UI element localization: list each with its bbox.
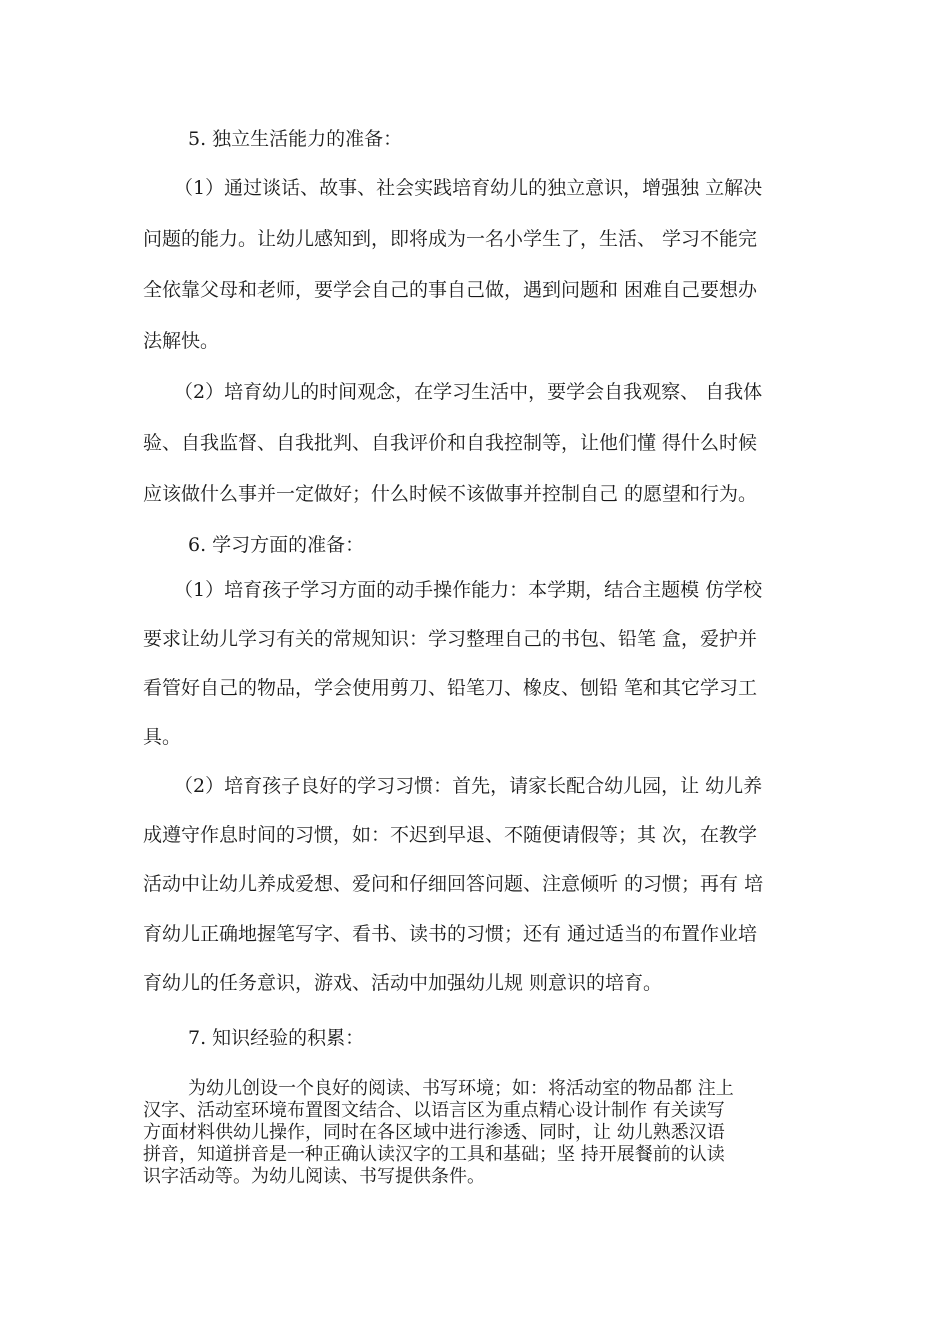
section-7-paragraph-line-1: 为幼儿创设一个良好的阅读、书写环境；如：将活动室的物品都 注上 [188,1078,734,1099]
section-7-paragraph-line-2: 汉字、活动室环境布置图文结合、以语言区为重点精心设计制作 有关读写 [143,1100,725,1121]
section-5-item-2-line-2: 验、自我监督、自我批判、自我评价和自我控制等，让他们懂 得什么时候 [143,432,758,454]
section-6-item-2-line-3: 活动中让幼儿养成爱想、爱问和仔细回答问题、注意倾听 的习惯；再有 培 [143,873,764,895]
section-5-item-2-line-1: （2）培育幼儿的时间观念，在学习生活中，要学会自我观察、 自我体 [174,381,763,403]
section-7-paragraph-line-3: 方面材料供幼儿操作，同时在各区域中进行渗透、同时，让 幼儿熟悉汉语 [143,1122,725,1143]
section-5-heading: 5. 独立生活能力的准备： [188,128,403,150]
section-6-item-1-line-1: （1）培育孩子学习方面的动手操作能力：本学期，结合主题模 仿学校 [174,579,763,601]
section-5-item-2-line-3: 应该做什么事并一定做好；什么时候不该做事并控制自己 的愿望和行为。 [143,483,758,505]
section-6-item-2-line-5: 育幼儿的任务意识，游戏、活动中加强幼儿规 则意识的培育。 [143,972,663,994]
section-6-item-1-line-2: 要求让幼儿学习有关的常规知识：学习整理自己的书包、铅笔 盒，爱护并 [143,628,758,650]
section-6-item-2-line-1: （2）培育孩子良好的学习习惯：首先，请家长配合幼儿园，让 幼儿养 [174,775,763,797]
section-7-heading: 7. 知识经验的积累： [188,1027,365,1049]
section-6-heading: 6. 学习方面的准备： [188,534,365,556]
section-7-paragraph-line-4: 拼音，知道拼音是一种正确认读汉字的工具和基础；坚 持开展餐前的认读 [143,1144,725,1165]
section-7-paragraph-line-5: 识字活动等。为幼儿阅读、书写提供条件。 [143,1166,485,1187]
section-6-item-2-line-2: 成遵守作息时间的习惯，如：不迟到早退、不随便请假等；其 次，在教学 [143,824,758,846]
section-5-item-1-line-4: 法解快。 [143,330,220,352]
section-5-item-1-line-2: 问题的能力。让幼儿感知到，即将成为一名小学生了，生活、 学习不能完 [143,228,758,250]
section-5-item-1-line-1: （1）通过谈话、故事、社会实践培育幼儿的独立意识，增强独 立解决 [174,177,763,199]
section-6-item-1-line-4: 具。 [143,726,182,748]
section-6-item-2-line-4: 育幼儿正确地握笔写字、看书、读书的习惯；还有 通过适当的布置作业培 [143,923,758,945]
section-6-item-1-line-3: 看管好自己的物品，学会使用剪刀、铅笔刀、橡皮、刨铅 笔和其它学习工 [143,677,758,699]
section-5-item-1-line-3: 全依靠父母和老师，要学会自己的事自己做，遇到问题和 困难自己要想办 [143,279,758,301]
